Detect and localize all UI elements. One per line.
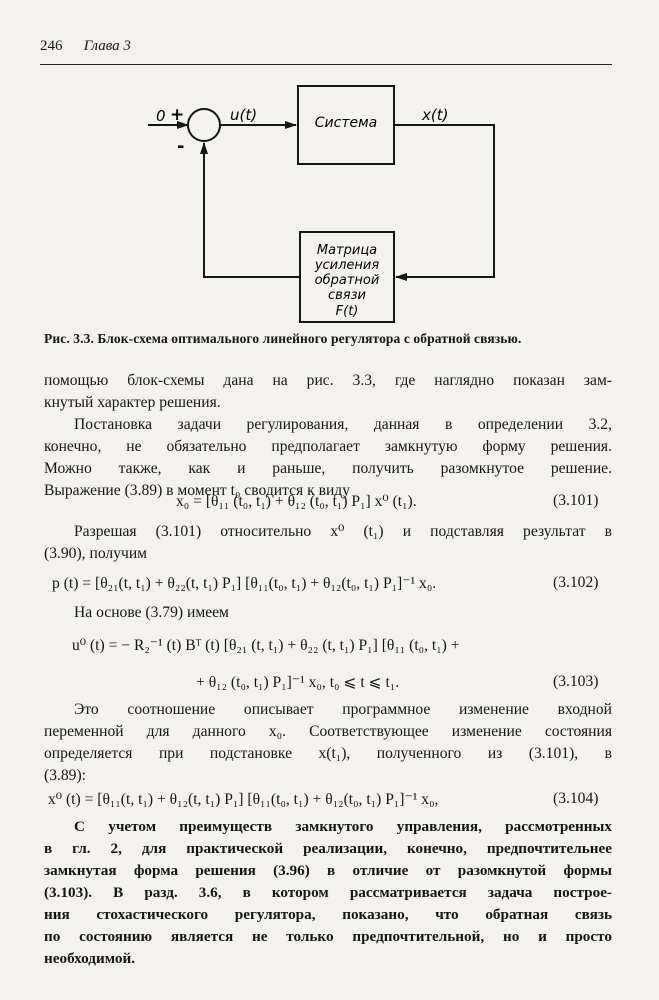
paragraph-6-line-3: замкнутая форма решения (3.96) в отличие от разомкнутой формы: [44, 862, 612, 879]
paragraph-2-line-4: Выражение (3.89) в момент t₀ сводится к виду: [44, 482, 351, 499]
paragraph-1-line-2: кнутый характер решения.: [44, 394, 221, 411]
paragraph-5-line-2: переменной для данного x₀. Соответствующее изменение состояния: [44, 723, 612, 740]
paragraph-1-line-1: помощью блок-схемы дана на рис. 3.3, где наглядно показан зам-: [44, 372, 612, 389]
feedback-label-line-5: F(t): [335, 304, 359, 319]
paragraph-4: На основе (3.79) имеем: [74, 604, 229, 621]
paragraph-6-line-6: по состоянию является не только предпочтительной, но и просто: [44, 928, 612, 945]
equation-3-101-number: (3.101): [553, 492, 599, 509]
paragraph-3-line-2: (3.90), получим: [44, 545, 148, 562]
paragraph-6-line-5: ния стохастического регулятора, показано, что обратная связь: [44, 906, 612, 923]
paragraph-3-line-1: Разрешая (3.101) относительно x⁰ (t₁) и подставляя результат в: [74, 523, 612, 540]
equation-3-104: x⁰ (t) = [θ₁₁(t, t₁) + θ₁₂(t, t₁) P₁] [θ₁₁(t₀, t₁) + θ₁₂(t₀, t₁) P₁]⁻¹ x₀,: [48, 791, 439, 808]
feedback-label-line-3: обратной: [314, 273, 380, 288]
paragraph-5: [44, 699, 612, 787]
paragraph-2-line-1: Постановка задачи регулирования, данная в определении 3.2,: [74, 416, 612, 433]
feedback-label-line-4: связи: [328, 288, 366, 303]
summing-junction: [188, 109, 220, 141]
system-label: Система: [314, 115, 378, 131]
equation-3-102: p (t) = [θ₂₁(t, t₁) + θ₂₂(t, t₁) P₁] [θ₁₁(t₀, t₁) + θ₁₂(t₀, t₁) P₁]⁻¹ x₀.: [52, 575, 437, 592]
paragraph-1: [44, 370, 612, 414]
paragraph-6-line-4: (3.103). В разд. 3.6, в котором рассматривается задача построе-: [44, 884, 612, 901]
equation-3-103-line-1: u⁰ (t) = − R₂⁻¹ (t) Bᵀ (t) [θ₂₁ (t, t₁) + θ₂₂ (t, t₁) P₁] [θ₁₁ (t₀, t₁) +: [72, 637, 460, 654]
control-label: u(t): [230, 106, 258, 124]
equation-3-104-number: (3.104): [553, 790, 599, 807]
paragraph-3: [44, 521, 612, 565]
paragraph-6-line-7: необходимой.: [44, 950, 135, 967]
paragraph-5-line-3: определяется при подстановке x(t₁), полученного из (3.101), в: [44, 745, 612, 762]
plus-sign: +: [170, 105, 185, 125]
paragraph-2-line-3: Можно также, как и раньше, получить разомкнутое решение.: [44, 460, 612, 477]
state-label: x(t): [422, 106, 449, 124]
feedback-label-line-2: усиления: [314, 258, 380, 273]
page-number: 246: [40, 38, 63, 54]
paragraph-6: [44, 816, 612, 970]
equation-3-103-number: (3.103): [553, 673, 599, 690]
minus-sign: -: [177, 136, 185, 157]
equation-3-102-number: (3.102): [553, 574, 599, 591]
paragraph-2-line-2: конечно, не обязательно предполагает замкнутую форму решения.: [44, 438, 612, 455]
paragraph-6-line-1: С учетом преимуществ замкнутого управления, рассмотренных: [74, 818, 612, 835]
feedback-label-line-1: Матрица: [316, 243, 378, 258]
paragraph-5-line-4: (3.89):: [44, 767, 87, 784]
paragraph-2: [44, 414, 612, 502]
block-diagram: [0, 0, 659, 330]
paragraph-6-line-2: в гл. 2, для практической реализации, конечно, предпочтительнее: [44, 840, 612, 857]
figure-caption: Рис. 3.3. Блок-схема оптимального линейного регулятора с обратной связью.: [44, 331, 522, 346]
input-label: 0: [156, 107, 166, 125]
equation-3-101: x₀ = [θ₁₁ (t₀, t₁) + θ₁₂ (t₀, t₁) P₁] x⁰ (t₁).: [176, 493, 417, 510]
equation-3-103-line-2: + θ₁₂ (t₀, t₁) P₁]⁻¹ x₀, t₀ ⩽ t ⩽ t₁.: [196, 674, 400, 691]
paragraph-5-line-1: Это соотношение описывает программное изменение входной: [74, 701, 612, 718]
chapter-title: Глава 3: [83, 38, 131, 54]
